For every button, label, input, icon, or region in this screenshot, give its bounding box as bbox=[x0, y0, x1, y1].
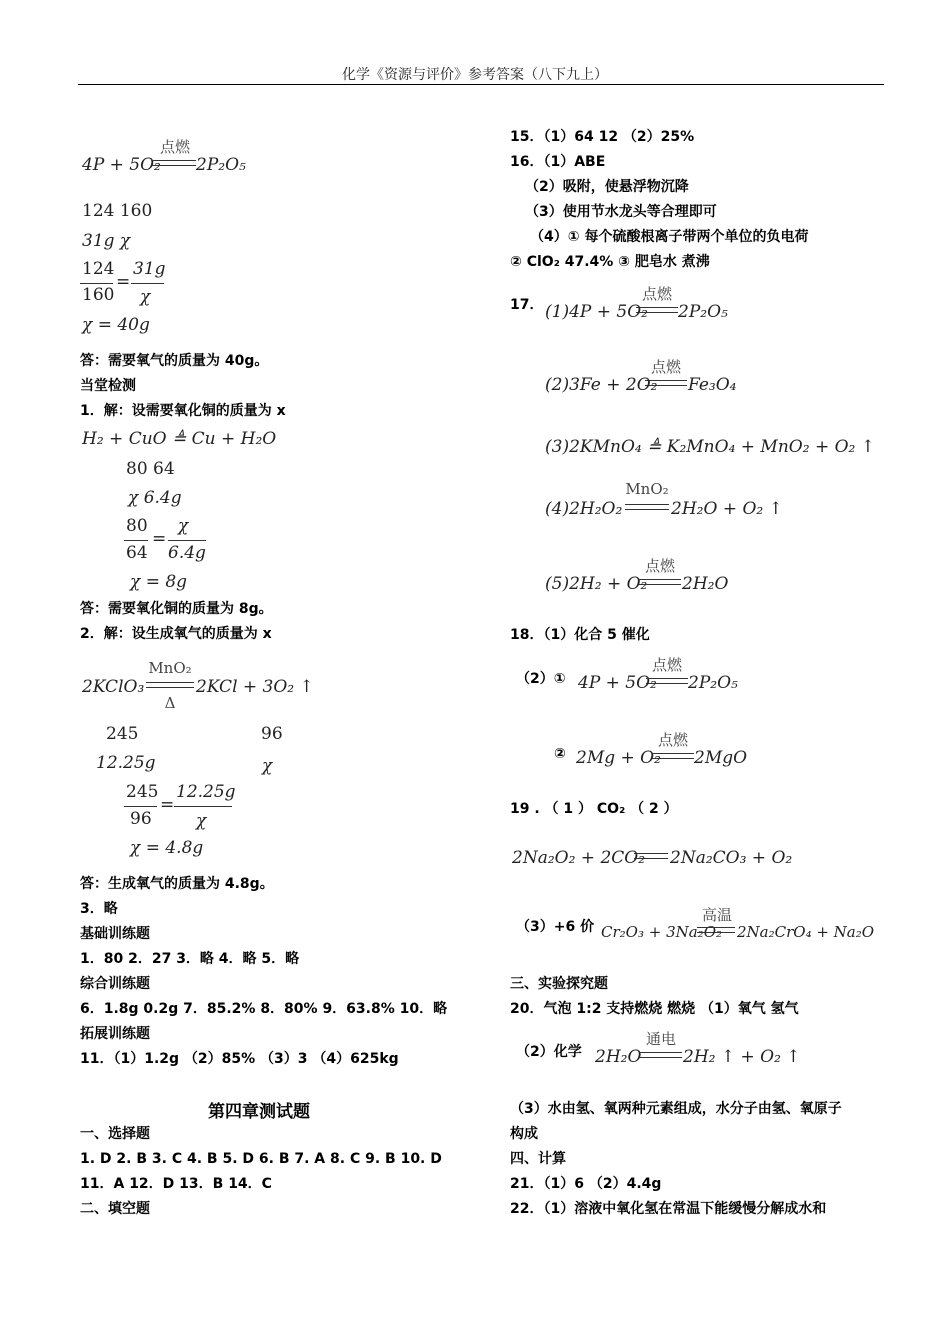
eq19-1-lhs: 2Na₂O₂ + 2CO₂ bbox=[512, 848, 646, 868]
frac2-bar-left bbox=[124, 540, 148, 541]
eq19-2-lhs: Cr₂O₃ + 3Na₂O₂ bbox=[601, 923, 723, 941]
eq17-4-equals bbox=[625, 504, 669, 510]
eq19-1-equals bbox=[634, 853, 668, 859]
frac3-equal: = bbox=[160, 795, 175, 815]
eq17-4-rhs: 2H₂O + O₂ ↑ bbox=[671, 499, 783, 519]
eq20-rhs: 2H₂ ↑ + O₂ ↑ bbox=[683, 1047, 801, 1067]
eq17-2-lhs: (2)3Fe + 2O₂ bbox=[545, 375, 658, 395]
tuozhan-answers: 11．（1）1.2g （2）85% （3）3 （4）625kg bbox=[80, 1051, 399, 1067]
question-2: 2．解：设生成氧气的质量为 x bbox=[80, 626, 272, 642]
eq20-condition: 通电 bbox=[645, 1030, 676, 1048]
eq17-5-equals bbox=[639, 579, 681, 585]
page-header: 化学《资源与评价》参考答案（八下九上） bbox=[342, 67, 608, 83]
question-16-part4: （4）① 每个硫酸根离子带两个单位的负电荷 bbox=[530, 229, 809, 245]
frac2-equal: = bbox=[152, 529, 167, 549]
eq17-4-lhs: (4)2H₂O₂ bbox=[545, 499, 623, 519]
frac3-num-right: 12.25g bbox=[176, 782, 236, 802]
eq17-2-equals bbox=[645, 380, 687, 386]
question-19-part3: （3）+6 价 bbox=[516, 919, 595, 935]
frac3-den-left: 96 bbox=[130, 809, 152, 829]
frac2-num-right: χ bbox=[178, 516, 189, 536]
eq19-1-rhs: 2Na₂CO₃ + O₂ bbox=[670, 848, 793, 868]
eq1-given: 31g χ bbox=[82, 231, 131, 251]
question-1: 1．解：设需要氧化铜的质量为 x bbox=[80, 403, 286, 419]
frac1-equal: = bbox=[116, 272, 131, 292]
answer-2: 答：需要氧化铜的质量为 8g。 bbox=[80, 601, 273, 617]
eq17-1-lhs: (1)4P + 5O₂ bbox=[545, 302, 648, 322]
question-16: 16．（1）ABE bbox=[510, 154, 606, 170]
answer-1: 答：需要氧气的质量为 40g。 bbox=[80, 353, 269, 369]
frac3-den-right: χ bbox=[196, 811, 207, 831]
frac3-bar-left bbox=[124, 806, 157, 807]
chapter-title: 第四章测试题 bbox=[208, 1102, 310, 1122]
section-xuanze: 一、选择题 bbox=[80, 1126, 150, 1142]
frac1-bar-left bbox=[80, 283, 113, 284]
frac2-num-left: 80 bbox=[126, 516, 148, 536]
frac2-den-right: 6.4g bbox=[168, 543, 206, 563]
eq3-lhs: 2KClO₃ bbox=[82, 677, 145, 697]
question-18-part2: （2）① bbox=[516, 671, 566, 687]
eq18-1-condition: 点燃 bbox=[651, 656, 682, 674]
section-jichu: 基础训练题 bbox=[80, 926, 150, 942]
frac1-num-right: 31g bbox=[133, 259, 166, 279]
eq3-molar-mass-1: 245 bbox=[106, 724, 139, 744]
eq17-3: (3)2KMnO₄ ≜ K₂MnO₄ + MnO₂ + O₂ ↑ bbox=[545, 437, 875, 457]
eq18-2-equals bbox=[652, 753, 694, 759]
eq2-given: χ 6.4g bbox=[128, 488, 182, 508]
eq2-molar-mass: 80 64 bbox=[126, 459, 175, 479]
answer-3: 答：生成氧气的质量为 4.8g。 bbox=[80, 876, 274, 892]
eq3-given-2: χ bbox=[262, 756, 273, 776]
eq1-condition: 点燃 bbox=[159, 138, 190, 156]
eq3-condition-bottom: Δ bbox=[164, 694, 176, 712]
question-22: 22．（1）溶液中氧化氢在常温下能缓慢分解成水和 bbox=[510, 1201, 827, 1217]
section-dangtang: 当堂检测 bbox=[80, 378, 136, 394]
eq18-2-rhs: 2MgO bbox=[694, 748, 748, 768]
eq20-equals bbox=[640, 1052, 682, 1058]
xuanze-answers-2: 11．A 12．D 13．B 14．C bbox=[80, 1176, 272, 1192]
eq17-1-equals bbox=[636, 307, 678, 313]
eq19-2-rhs: 2Na₂CrO₄ + Na₂O bbox=[737, 923, 875, 941]
question-16-part5: ② ClO₂ 47.4% ③ 肥皂水 煮沸 bbox=[510, 254, 710, 270]
eq3-given-1: 12.25g bbox=[96, 753, 156, 773]
frac1-num-left: 124 bbox=[82, 259, 115, 279]
header-rule bbox=[78, 84, 884, 85]
eq1-lhs: 4P + 5O₂ bbox=[82, 155, 161, 175]
frac1-den-left: 160 bbox=[82, 285, 115, 305]
eq19-2-condition: 高温 bbox=[701, 906, 732, 924]
eq17-2-condition: 点燃 bbox=[650, 358, 681, 376]
eq17-5-rhs: 2H₂O bbox=[682, 574, 729, 594]
result-3: χ = 4.8g bbox=[130, 838, 204, 858]
eq1-molar-mass: 124 160 bbox=[82, 201, 153, 221]
question-18: 18．（1）化合 5 催化 bbox=[510, 627, 650, 643]
eq17-1-rhs: 2P₂O₅ bbox=[678, 302, 728, 322]
section-tuozhan: 拓展训练题 bbox=[80, 1026, 150, 1042]
question-3: 3．略 bbox=[80, 901, 118, 917]
result-2: χ = 8g bbox=[130, 572, 188, 592]
eq18-1-equals bbox=[646, 678, 688, 684]
eq1-rhs: 2P₂O₅ bbox=[196, 155, 246, 175]
frac2-bar-right bbox=[168, 540, 206, 541]
frac2-den-left: 64 bbox=[126, 543, 148, 563]
frac3-num-left: 245 bbox=[126, 782, 159, 802]
xuanze-answers-1: 1. D 2. B 3. C 4. B 5. D 6. B 7. A 8. C 9. B 10. D bbox=[80, 1151, 442, 1167]
eq1-equals bbox=[152, 160, 196, 166]
eq3-condition-top: MnO₂ bbox=[148, 659, 192, 677]
section-shiyan: 三、实验探究题 bbox=[510, 976, 608, 992]
section-tiankong: 二、填空题 bbox=[80, 1201, 150, 1217]
eq3-equals bbox=[146, 682, 194, 688]
question-20-part3b: 构成 bbox=[510, 1126, 538, 1142]
question-16-part3: （3）使用节水龙头等合理即可 bbox=[525, 204, 717, 220]
eq19-2-equals bbox=[697, 927, 735, 933]
eq18-1-rhs: 2P₂O₅ bbox=[688, 673, 738, 693]
eq17-4-condition: MnO₂ bbox=[625, 480, 669, 498]
eq18-2-condition: 点燃 bbox=[657, 731, 688, 749]
eq17-1-condition: 点燃 bbox=[641, 285, 672, 303]
question-15: 15．（1）64 12 （2）25% bbox=[510, 129, 695, 145]
question-16-part2: （2）吸附，使悬浮物沉降 bbox=[525, 179, 689, 195]
eq17-5-lhs: (5)2H₂ + O₂ bbox=[545, 574, 648, 594]
frac1-bar-right bbox=[131, 283, 164, 284]
question-20-part2: （2）化学 bbox=[516, 1044, 582, 1060]
question-19: 19 . （ 1 ） CO₂ （ 2 ） bbox=[510, 801, 678, 817]
question-20: 20．气泡 1:2 支持燃烧 燃烧 （1）氧气 氢气 bbox=[510, 1001, 799, 1017]
section-zonghe: 综合训练题 bbox=[80, 976, 150, 992]
eq2: H₂ + CuO ≜ Cu + H₂O bbox=[82, 429, 277, 449]
zonghe-answers: 6．1.8g 0.2g 7．85.2% 8．80% 9．63.8% 10．略 bbox=[80, 1001, 448, 1017]
result-1: χ = 40g bbox=[82, 315, 150, 335]
frac1-den-right: χ bbox=[140, 287, 151, 307]
jichu-answers: 1．80 2．27 3．略 4．略 5．略 bbox=[80, 951, 300, 967]
frac3-bar-right bbox=[174, 806, 232, 807]
section-jisuan: 四、计算 bbox=[510, 1151, 566, 1167]
eq17-2-rhs: Fe₃O₄ bbox=[688, 375, 737, 395]
question-20-part3a: （3）水由氢、氧两种元素组成，水分子由氢、氧原子 bbox=[510, 1101, 842, 1117]
eq18-1-lhs: 4P + 5O₂ bbox=[578, 673, 657, 693]
eq20-lhs: 2H₂O bbox=[595, 1047, 642, 1067]
eq3-molar-mass-2: 96 bbox=[261, 724, 283, 744]
eq3-rhs: 2KCl + 3O₂ ↑ bbox=[196, 677, 314, 697]
eq17-5-condition: 点燃 bbox=[644, 557, 675, 575]
question-21: 21．（1）6 （2）4.4g bbox=[510, 1176, 662, 1192]
eq18-2-lhs: 2Mg + O₂ bbox=[576, 748, 661, 768]
question-17: 17． bbox=[510, 297, 544, 313]
question-18-circle2: ② bbox=[554, 746, 566, 762]
